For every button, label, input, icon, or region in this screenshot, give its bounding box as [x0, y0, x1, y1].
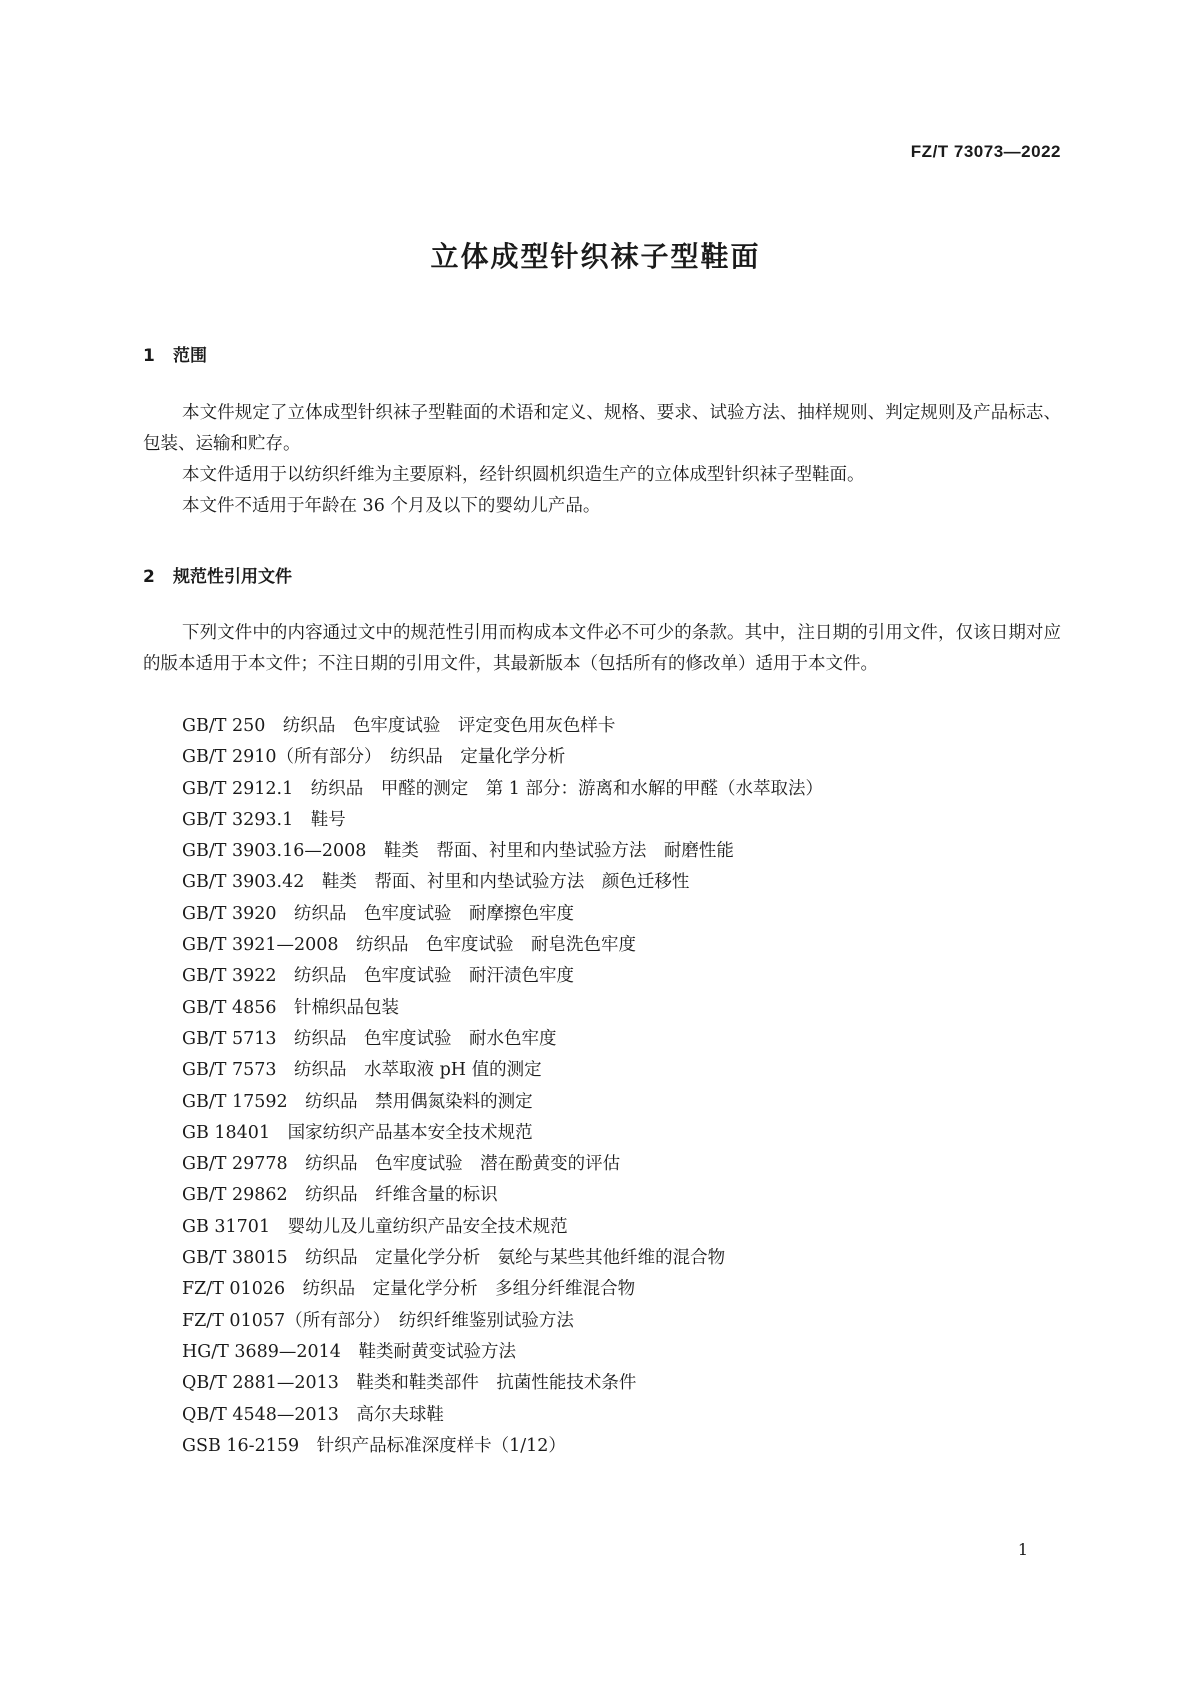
reference-item: GB/T 3903.16—2008 鞋类 帮面、衬里和内垫试验方法 耐磨性能	[182, 841, 734, 862]
reference-item: GB/T 2912.1 纺织品 甲醛的测定 第 1 部分：游离和水解的甲醛（水萃取法）	[182, 778, 823, 799]
section-2-number: 2	[143, 567, 155, 587]
reference-list	[182, 711, 823, 1462]
reference-item: GB/T 5713 纺织品 色牢度试验 耐水色牢度	[182, 1028, 557, 1049]
section-2-paragraph: 下列文件中的内容通过文中的规范性引用而构成本文件必不可少的条款。其中，注日期的引用文件，仅该日期对应的版本适用于本文件；不注日期的引用文件，其最新版本（包括所有的修改单）适用于本文件。	[143, 623, 1061, 674]
section-2-heading	[143, 567, 292, 587]
reference-item: GB 31701 婴幼儿及儿童纺织产品安全技术规范	[182, 1216, 568, 1237]
reference-item: GB/T 3293.1 鞋号	[182, 809, 346, 830]
section-1-title: 范围	[173, 346, 207, 366]
reference-item: FZ/T 01057（所有部分） 纺织纤维鉴别试验方法	[182, 1310, 574, 1331]
reference-item: GB/T 250 纺织品 色牢度试验 评定变色用灰色样卡	[182, 716, 616, 736]
section-2-body	[143, 618, 1061, 680]
reference-item: GB/T 2910（所有部分） 纺织品 定量化学分析	[182, 747, 566, 768]
section-1-heading	[143, 346, 207, 366]
reference-item: GB/T 3903.42 鞋类 帮面、衬里和内垫试验方法 颜色迁移性	[182, 872, 690, 893]
reference-item: GB/T 3922 纺织品 色牢度试验 耐汗渍色牢度	[182, 966, 575, 987]
reference-item: GB/T 29778 纺织品 色牢度试验 潜在酚黄变的评估	[182, 1154, 621, 1175]
reference-item: FZ/T 01026 纺织品 定量化学分析 多组分纤维混合物	[182, 1279, 636, 1300]
reference-item: GB/T 38015 纺织品 定量化学分析 氨纶与某些其他纤维的混合物	[182, 1248, 726, 1269]
section-1-paragraph: 本文件规定了立体成型针织袜子型鞋面的术语和定义、规格、要求、试验方法、抽样规则、判定规则及产品标志、包装、运输和贮存。	[143, 403, 1061, 454]
reference-item: GB/T 7573 纺织品 水萃取液 pH 值的测定	[182, 1060, 542, 1081]
standard-code: FZ/T 73073—2022	[910, 142, 1061, 161]
reference-item: GB/T 3920 纺织品 色牢度试验 耐摩擦色牢度	[182, 903, 575, 924]
section-1-paragraph: 本文件不适用于年龄在 36 个月及以下的婴幼儿产品。	[182, 496, 601, 516]
section-1-number: 1	[143, 346, 155, 366]
section-1-body	[143, 398, 1061, 522]
document-title: 立体成型针织袜子型鞋面	[430, 240, 761, 273]
reference-item: GB/T 17592 纺织品 禁用偶氮染料的测定	[182, 1091, 533, 1112]
reference-item: QB/T 2881—2013 鞋类和鞋类部件 抗菌性能技术条件	[182, 1373, 637, 1394]
reference-item: GSB 16-2159 针织产品标准深度样卡（1/12）	[182, 1435, 566, 1456]
reference-item: QB/T 4548—2013 高尔夫球鞋	[182, 1404, 444, 1425]
reference-item: HG/T 3689—2014 鞋类耐黄变试验方法	[182, 1341, 516, 1362]
reference-item: GB 18401 国家纺织产品基本安全技术规范	[182, 1122, 533, 1143]
reference-item: GB/T 4856 针棉织品包装	[182, 997, 400, 1018]
section-2-title: 规范性引用文件	[173, 567, 292, 587]
page-number: 1	[1017, 1540, 1028, 1559]
section-1-paragraph: 本文件适用于以纺织纤维为主要原料，经针织圆机织造生产的立体成型针织袜子型鞋面。	[182, 465, 865, 485]
reference-item: GB/T 3921—2008 纺织品 色牢度试验 耐皂洗色牢度	[182, 935, 637, 956]
reference-item: GB/T 29862 纺织品 纤维含量的标识	[182, 1185, 498, 1206]
